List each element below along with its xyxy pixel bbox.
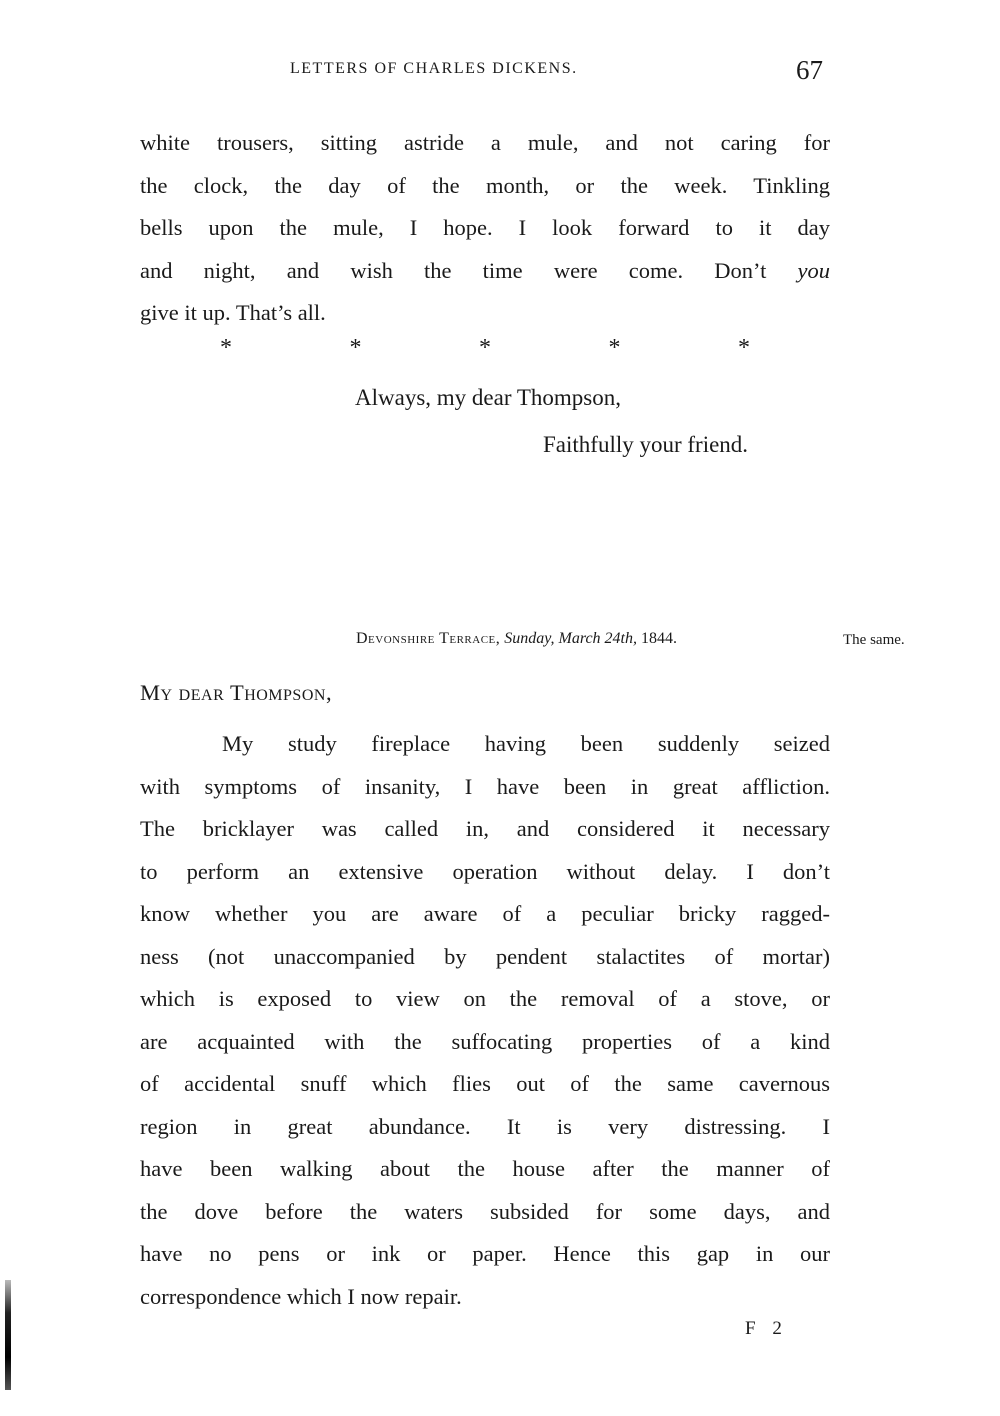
text-line: region in great abundance. It is very distressing. I bbox=[140, 1113, 830, 1139]
text-line: the clock, the day of the month, or the week. Tinkling bbox=[140, 172, 830, 198]
text-line: which is exposed to view on the removal of a stove, or bbox=[140, 986, 830, 1011]
dateline-place: Devonshire Terrace, bbox=[356, 630, 501, 647]
letter-signoff: Faithfully your friend. bbox=[543, 432, 749, 457]
asterisk: * bbox=[349, 335, 362, 361]
dateline-year: 1844. bbox=[641, 630, 677, 647]
scan-edge-shadow bbox=[5, 1280, 11, 1390]
text-line: have no pens or ink or paper. Hence this gap in our bbox=[140, 1241, 830, 1266]
asterisk: * bbox=[738, 335, 750, 361]
text-line: know whether you are aware of a peculiar bricky ragged- bbox=[140, 901, 830, 926]
text-line: My study fireplace having been suddenly seized bbox=[222, 731, 830, 756]
section-break-asterisks bbox=[220, 335, 750, 362]
text-line: give it up. That’s all. bbox=[140, 300, 326, 325]
text-line: bells upon the mule, I hope. I look forward to it day bbox=[140, 215, 830, 240]
asterisk: * bbox=[608, 335, 621, 361]
text-line: The bricklayer was called in, and considered it necessary bbox=[140, 816, 830, 841]
dateline-day: Sunday, March 24th, bbox=[504, 630, 637, 647]
letter-dateline bbox=[356, 630, 677, 648]
letter-closing: Always, my dear Thompson, bbox=[355, 385, 621, 410]
page-number: 67 bbox=[796, 55, 823, 85]
recipient-side-note: The same. bbox=[843, 632, 905, 648]
asterisk: * bbox=[220, 335, 232, 361]
text-line: white trousers, sitting astride a mule, and not caring for bbox=[140, 130, 830, 155]
text-line-part: and night, and wish the time were come. Don’t bbox=[140, 257, 798, 283]
text-line: with symptoms of insanity, I have been in great affliction. bbox=[140, 773, 830, 799]
running-title: LETTERS OF CHARLES DICKENS. bbox=[290, 60, 578, 77]
printer-signature-mark: F 2 bbox=[745, 1318, 788, 1339]
text-line: the dove before the waters subsided for some days, and bbox=[140, 1198, 830, 1224]
italic-word: you bbox=[797, 257, 830, 283]
asterisk: * bbox=[479, 335, 491, 361]
text-line: ness (not unaccompanied by pendent stalactites of mortar) bbox=[140, 943, 830, 969]
text-line: have been walking about the house after the manner of bbox=[140, 1156, 830, 1181]
text-line: to perform an extensive operation without delay. I don’t bbox=[140, 858, 830, 884]
new-letter-paragraph bbox=[140, 723, 830, 1318]
letter-end-paragraph bbox=[140, 122, 830, 335]
text-line: of accidental snuff which flies out of the same cavernous bbox=[140, 1071, 830, 1096]
text-line: correspondence which I now repair. bbox=[140, 1283, 462, 1309]
letter-salutation: My dear Thompson, bbox=[140, 680, 333, 705]
text-line: are acquainted with the suffocating properties of a kind bbox=[140, 1028, 830, 1054]
text-line bbox=[140, 250, 830, 293]
